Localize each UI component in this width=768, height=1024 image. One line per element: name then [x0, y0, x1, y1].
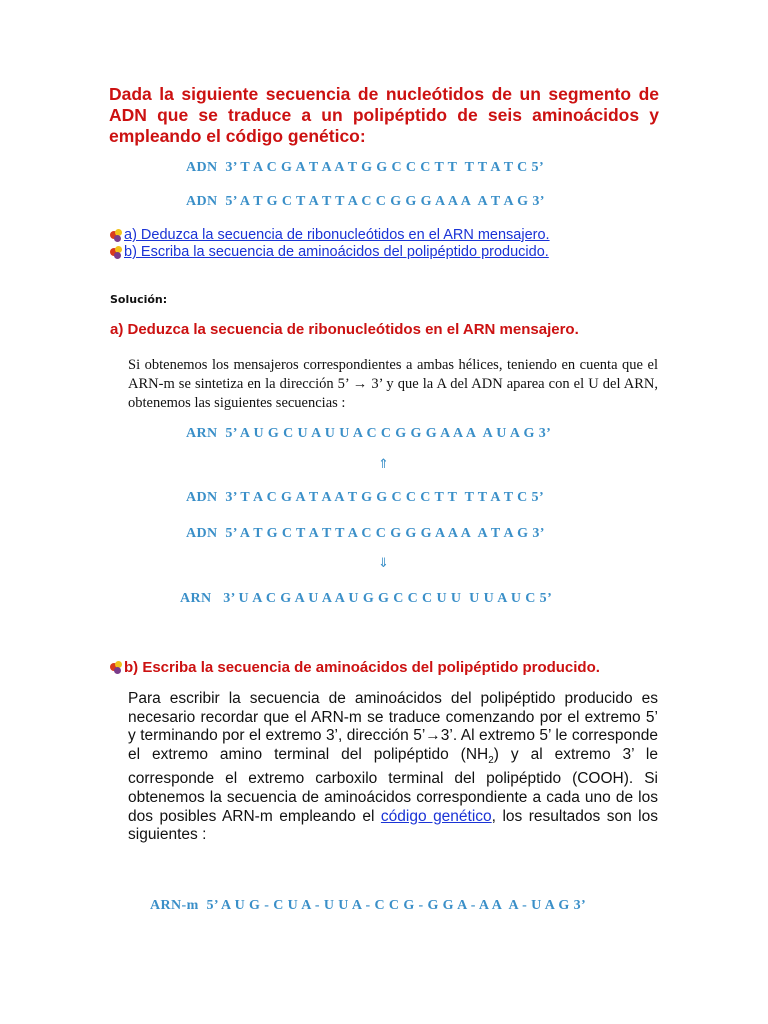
question-b-link[interactable] — [110, 244, 549, 260]
section-a-paragraph: Si obtenemos los mensajeros correspondientes a ambas hélices, teniendo en cuenta que el ARN-m se sintetiza en la dirección 5’ → 3’ y que la A del ADN aparea con el U del ARN, obtenemos las siguientes secuencias : — [128, 357, 658, 411]
section-b-heading: b) Escriba la secuencia de aminoácidos del polipéptido producido. — [124, 659, 600, 676]
section-b-paragraph: Para escribir la secuencia de aminoácidos del polipéptido producido es necesario recordar que el ARN-m se traduce comenzando por el extremo 5’ y terminando por el extremo 3’, dirección 5’→3’. Al extremo 5’ le corresponde el extremo amino terminal del polipéptido $(NH_2)$ y al extremo 3’ le corresponde el extremo carboxilo terminal del polipéptido (COOH). Si obtenemos la secuencia de aminoácidos correspondiente a cada uno de los dos posibles ARN-m empleando el código genético, los resultados son los siguientes : — [128, 690, 658, 844]
dna-sequence-5-3-repeat: ADN 5’ A T G C T A T T A C C G G G A A A A T A G 3’ — [186, 526, 545, 541]
bullet-icon — [110, 229, 123, 242]
dna-sequence-5-3: ADN 5’ A T G C T A T T A C C G G G A A A A T A G 3’ — [186, 194, 545, 209]
question-b-text[interactable]: b) Escriba la secuencia de aminoácidos del polipéptido producido. — [124, 244, 549, 260]
arrow-up-icon: ⇑ — [378, 457, 389, 472]
solution-label: Solución: — [110, 293, 168, 306]
intro-statement: Dada la siguiente secuencia de nucleótidos de un segmento de ADN que se traduce a un polipéptido de seis aminoácidos y empleando el código genético: — [109, 84, 659, 146]
rna-sequence-5-3: ARN 5’ A U G C U A U U A C C G G G A A A A U A G 3’ — [186, 426, 552, 441]
mrna-codon-sequence: ARN-m 5’ A U G - C U A - U U A - C C G - G G A - A A A - U A G 3’ — [150, 898, 587, 913]
bullet-icon — [110, 246, 123, 259]
dna-sequence-3-5: ADN 3’ T A C G A T A A T G G C C C T T T T A T C 5’ — [186, 160, 545, 175]
genetic-code-link[interactable]: código genético — [380, 807, 492, 825]
dna-sequence-3-5-repeat: ADN 3’ T A C G A T A A T G G C C C T T T T A T C 5’ — [186, 490, 545, 505]
section-b-heading-row — [110, 659, 600, 676]
arrow-down-icon: ⇓ — [378, 556, 389, 571]
question-a-link[interactable] — [110, 227, 550, 243]
section-a-heading: a) Deduzca la secuencia de ribonucleótidos en el ARN mensajero. — [110, 321, 579, 338]
rna-sequence-3-5: ARN 3’ U A C G A U A A U G G C C C U U U U A U C 5’ — [180, 591, 553, 606]
bullet-icon — [110, 661, 123, 674]
question-a-text[interactable]: a) Deduzca la secuencia de ribonucleótidos en el ARN mensajero. — [124, 227, 550, 243]
